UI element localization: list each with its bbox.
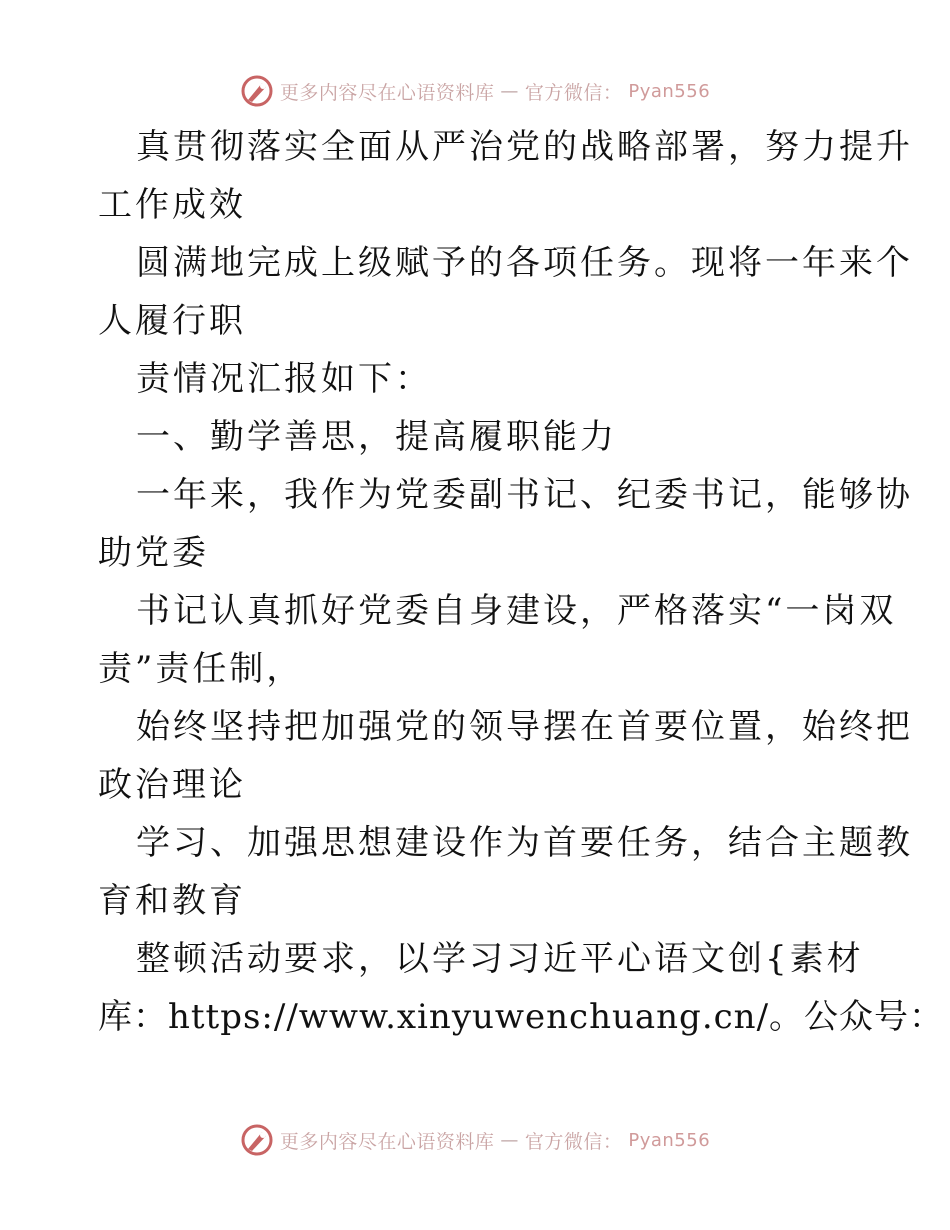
text-line: 助党委: [98, 533, 209, 573]
header-watermark: [0, 71, 950, 111]
watermark-brand: 更多内容尽在心语资料库: [279, 1130, 495, 1153]
text-line: 工作成效: [98, 185, 246, 225]
watermark-wechat: 官方微信：: [524, 1130, 623, 1153]
document-body: [98, 118, 945, 1046]
text-line: 书记认真抓好党委自身建设，严格落实“一岗双: [136, 591, 897, 631]
text-line: 一年来，我作为党委副书记、纪委书记，能够协: [136, 475, 913, 515]
watermark-brand: 更多内容尽在心语资料库: [279, 81, 495, 104]
text-line: 学习、加强思想建设作为首要任务，结合主题教: [136, 823, 913, 863]
watermark-handle: Pyan556: [628, 80, 711, 102]
section-heading: 一、勤学善思，提高履职能力: [136, 417, 617, 457]
text-line: 圆满地完成上级赋予的各项任务。现将一年来个: [136, 243, 913, 283]
text-line: 真贯彻落实全面从严治党的战略部署，努力提升: [136, 127, 913, 167]
text-line-url: 库：https://www.xinyuwenchuang.cn/。公众号：: [98, 997, 945, 1037]
text-line: 人履行职: [98, 301, 246, 341]
text-line: 始终坚持把加强党的领导摆在首要位置，始终把: [136, 707, 913, 747]
text-line: 责情况汇报如下：: [136, 359, 432, 399]
footer-watermark: [0, 1120, 950, 1160]
watermark-wechat: 官方微信：: [524, 81, 623, 104]
logo-icon: [240, 1123, 274, 1157]
watermark-handle: Pyan556: [628, 1129, 711, 1151]
logo-icon: [240, 74, 274, 108]
watermark-separator: —: [500, 1129, 519, 1151]
text-line: 政治理论: [98, 765, 246, 805]
text-line: 整顿活动要求，以学习习近平心语文创{素材: [136, 939, 864, 979]
text-line: 育和教育: [98, 881, 246, 921]
watermark-separator: —: [500, 80, 519, 102]
text-line: 责”责任制，: [98, 649, 304, 689]
